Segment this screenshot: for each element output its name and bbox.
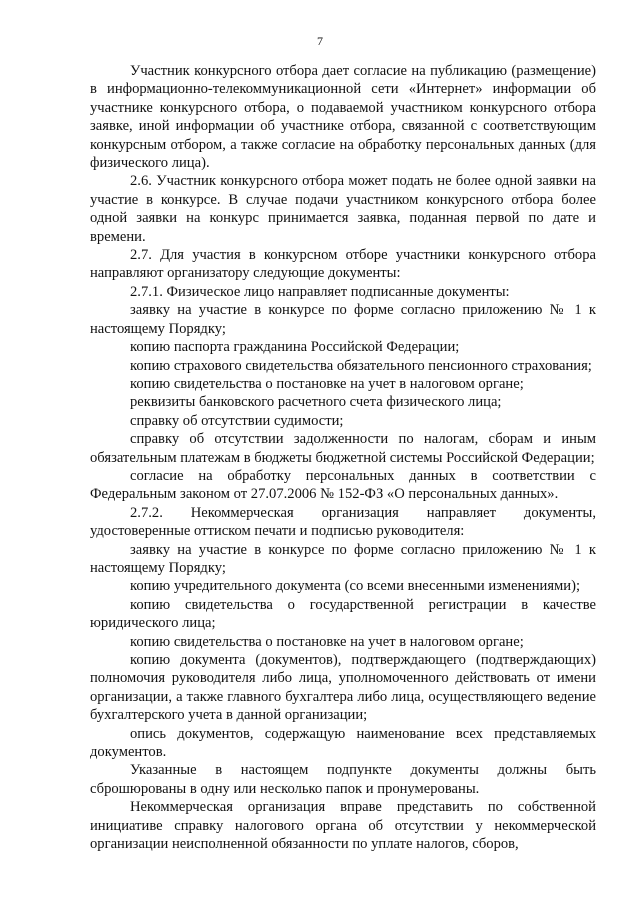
list-item: согласие на обработку персональных данных в соответствии с Федеральным законом от 27.07.2006 № 152-ФЗ «О персональных данных». — [90, 467, 596, 503]
list-item: копию паспорта гражданина Российской Федерации; — [130, 339, 460, 356]
list-item: копию свидетельства о государственной регистрации в качестве юридического лица; — [90, 596, 596, 632]
list-item: реквизиты банковского расчетного счета физического лица; — [130, 394, 502, 411]
list-item: копию страхового свидетельства обязательного пенсионного страхования; — [130, 357, 592, 374]
list-item: копию свидетельства о постановке на учет в налоговом органе; — [130, 633, 524, 650]
document-body — [90, 62, 596, 853]
list-item: справку об отсутствии задолженности по налогам, сборам и иным обязательным платежам в бюджеты бюджетной системы Российской Федерации; — [90, 431, 596, 466]
list-item: заявку на участие в конкурсе по форме согласно приложению № 1 к настоящему Порядку; — [90, 541, 596, 576]
list-item: копию свидетельства о постановке на учет в налоговом органе; — [130, 375, 524, 392]
list-item: опись документов, содержащую наименование всех представляемых документов. — [90, 725, 596, 761]
page-number: 7 — [317, 34, 323, 48]
paragraph-2-7-1: 2.7.1. Физическое лицо направляет подписанные документы: — [130, 283, 510, 300]
paragraph-2-6: 2.6. Участник конкурсного отбора может подать не более одной заявки на участие в конкурсе. В случае подачи участником конкурсного отбора более одной заявки на конкурс принимается заявка, поданная первой по дате и времени. — [90, 173, 596, 245]
paragraph-tax-certificate: Некоммерческая организация вправе представить по собственной инициативе справку налогового органа об отсутствии у некоммерческой организации неисполненной обязанности по уплате налогов, сборов, — [90, 799, 596, 853]
list-item: справку об отсутствии судимости; — [130, 412, 344, 429]
paragraph-2-7-2: 2.7.2. Некоммерческая организация направляет документы, удостоверенные оттиском печати и подписью руководителя: — [90, 504, 596, 540]
paragraph-binding-note: Указанные в настоящем подпункте документы должны быть сброшюрованы в одну или несколько папок и пронумерованы. — [90, 762, 596, 797]
list-item: копию учредительного документа (со всеми внесенными изменениями); — [130, 578, 581, 595]
paragraph-2-7: 2.7. Для участия в конкурсном отборе участники конкурсного отбора направляют организатору следующие документы: — [90, 247, 596, 282]
paragraph-consent: Участник конкурсного отбора дает согласие на публикацию (размещение) в информационно-телекоммуникационной сети «Интернет» информации об участнике конкурсного отбора, о подаваемой участником конкурсного отбора заявке, иной информации об участнике отбора, связанной с соответствующим конкурсным отбором, а также согласие на обработку персональных данных (для физического лица). — [90, 63, 596, 172]
list-item: копию документа (документов), подтверждающего (подтверждающих) полномочия руководителя либо лица, уполномоченного действовать от имени организации, а также главного бухгалтера либо лица, осуществляющего ведение бухгалтерского учета в данной организации; — [90, 652, 596, 724]
list-item: заявку на участие в конкурсе по форме согласно приложению № 1 к настоящему Порядку; — [90, 302, 596, 337]
